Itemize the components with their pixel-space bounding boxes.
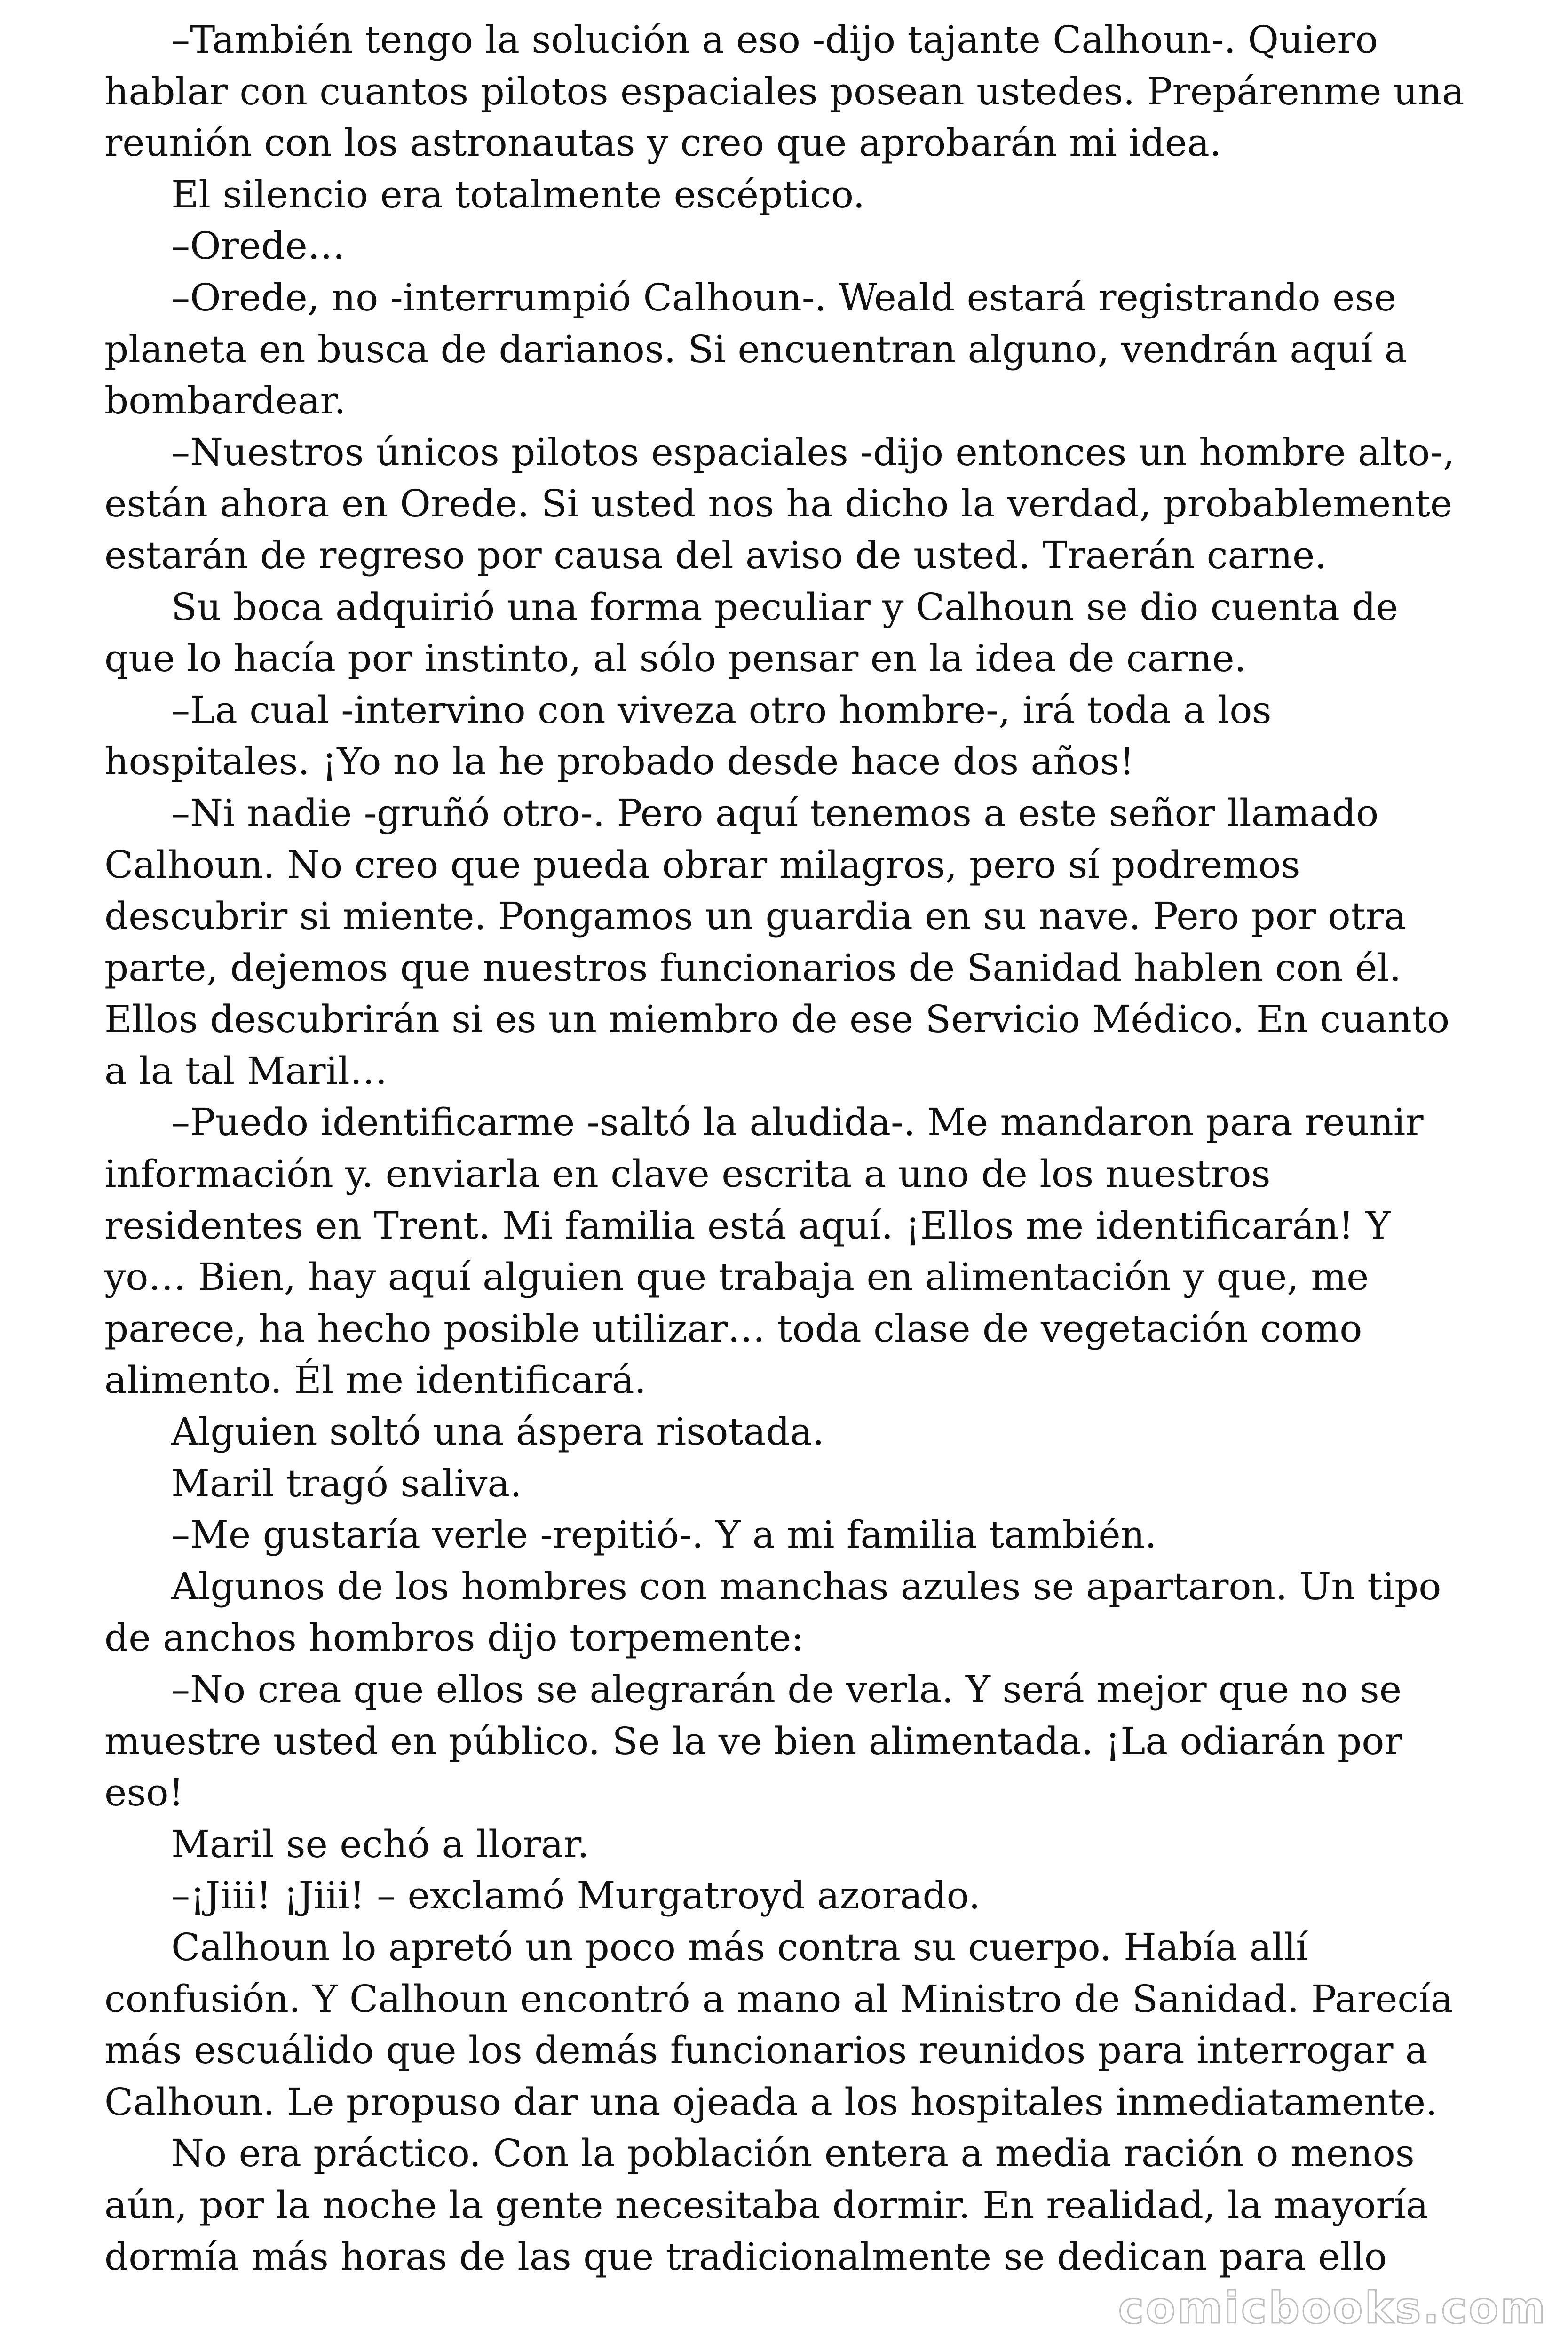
text-line: dormía más horas de las que tradicionalmente se dedican para ello [104,2234,1387,2279]
text-line: más escuálido que los demás funcionarios reunidos para interrogar a [104,2028,1428,2073]
text-line: –No crea que ellos se alegrarán de verla. Y será mejor que no se [171,1668,1402,1711]
text-line: –Ni nadie -gruñó otro-. Pero aquí tenemos a este señor llamado [171,791,1379,835]
text-line: –Me gustaría verle -repitió-. Y a mi familia también. [171,1513,1157,1557]
body-text [104,14,1468,2282]
text-line: de anchos hombros dijo torpemente: [104,1616,804,1660]
text-line: información y. enviarla en clave escrita a uno de los nuestros [104,1152,1271,1196]
text-line: El silencio era totalmente escéptico. [171,172,865,216]
text-line: –¡Jiii! ¡Jiii! – exclamó Murgatroyd azorado. [171,1874,981,1918]
text-line: –Orede… [171,224,345,268]
text-line: reunión con los astronautas y creo que aprobarán mi idea. [104,121,1222,165]
text-line: Algunos de los hombres con manchas azules se apartaron. Un tipo [171,1564,1441,1608]
text-line: que lo hacía por instinto, al sólo pensar en la idea de carne. [104,636,1246,681]
text-line: residentes en Trent. Mi familia está aquí. ¡Ellos me identificarán! Y [104,1203,1391,1248]
text-line: están ahora en Orede. Si usted nos ha dicho la verdad, probablemente [104,482,1453,526]
text-line: –Nuestros únicos pilotos espaciales -dijo entonces un hombre alto-, [171,430,1455,474]
text-line: planeta en busca de darianos. Si encuentran alguno, vendrán aquí a [104,327,1407,371]
text-line: Maril tragó saliva. [171,1461,522,1505]
text-line: yo… Bien, hay aquí alguien que trabaja en alimentación y que, me [104,1255,1369,1299]
document-page [104,14,1468,2328]
text-line: Su boca adquirió una forma peculiar y Calhoun se dio cuenta de [171,585,1398,629]
text-line: hablar con cuantos pilotos espaciales posean ustedes. Prepárenme una [104,69,1465,113]
text-line: –Puedo identificarme -saltó la aludida-. Me mandaron para reunir [171,1100,1424,1144]
text-line: Alguien soltó una áspera risotada. [171,1410,824,1454]
text-line: parece, ha hecho posible utilizar… toda clase de vegetación como [104,1306,1362,1351]
text-line: –La cual -intervino con viveza otro hombre-, irá toda a los [171,688,1272,732]
text-line: a la tal Maril… [104,1049,388,1093]
text-line: Calhoun lo apretó un poco más contra su cuerpo. Había allí [171,1925,1308,1969]
watermark-logo: comicbooks.com [1118,2283,1547,2333]
text-line: parte, dejemos que nuestros funcionarios de Sanidad hablen con él. [104,946,1402,990]
text-line: hospitales. ¡Yo no la he probado desde hace dos años! [104,739,1135,784]
text-line: Ellos descubrirán si es un miembro de ese Servicio Médico. En cuanto [104,997,1450,1041]
text-line: descubrir si miente. Pongamos un guardia en su nave. Pero por otra [104,894,1406,938]
text-line: Calhoun. Le propuso dar una ojeada a los hospitales inmediatamente. [104,2080,1438,2124]
text-line: confusión. Y Calhoun encontró a mano al Ministro de Sanidad. Parecía [104,1977,1453,2021]
text-line: –También tengo la solución a eso -dijo tajante Calhoun-. Quiero [171,18,1378,62]
text-line: alimento. Él me identificará. [104,1358,647,1402]
text-line: muestre usted en público. Se la ve bien alimentada. ¡La odiarán por [104,1719,1402,1763]
text-line: No era práctico. Con la población entera a media ración o menos [171,2131,1415,2176]
text-line: bombardear. [104,379,346,423]
text-line: Maril se echó a llorar. [171,1822,589,1866]
text-line: –Orede, no -interrumpió Calhoun-. Weald estará registrando ese [171,275,1396,319]
text-line: estarán de regreso por causa del aviso de usted. Traerán carne. [104,533,1327,577]
text-line: aún, por la noche la gente necesitaba dormir. En realidad, la mayoría [104,2183,1428,2227]
text-line: Calhoun. No creo que pueda obrar milagros, pero sí podremos [104,842,1300,887]
text-line: eso! [104,1771,184,1815]
